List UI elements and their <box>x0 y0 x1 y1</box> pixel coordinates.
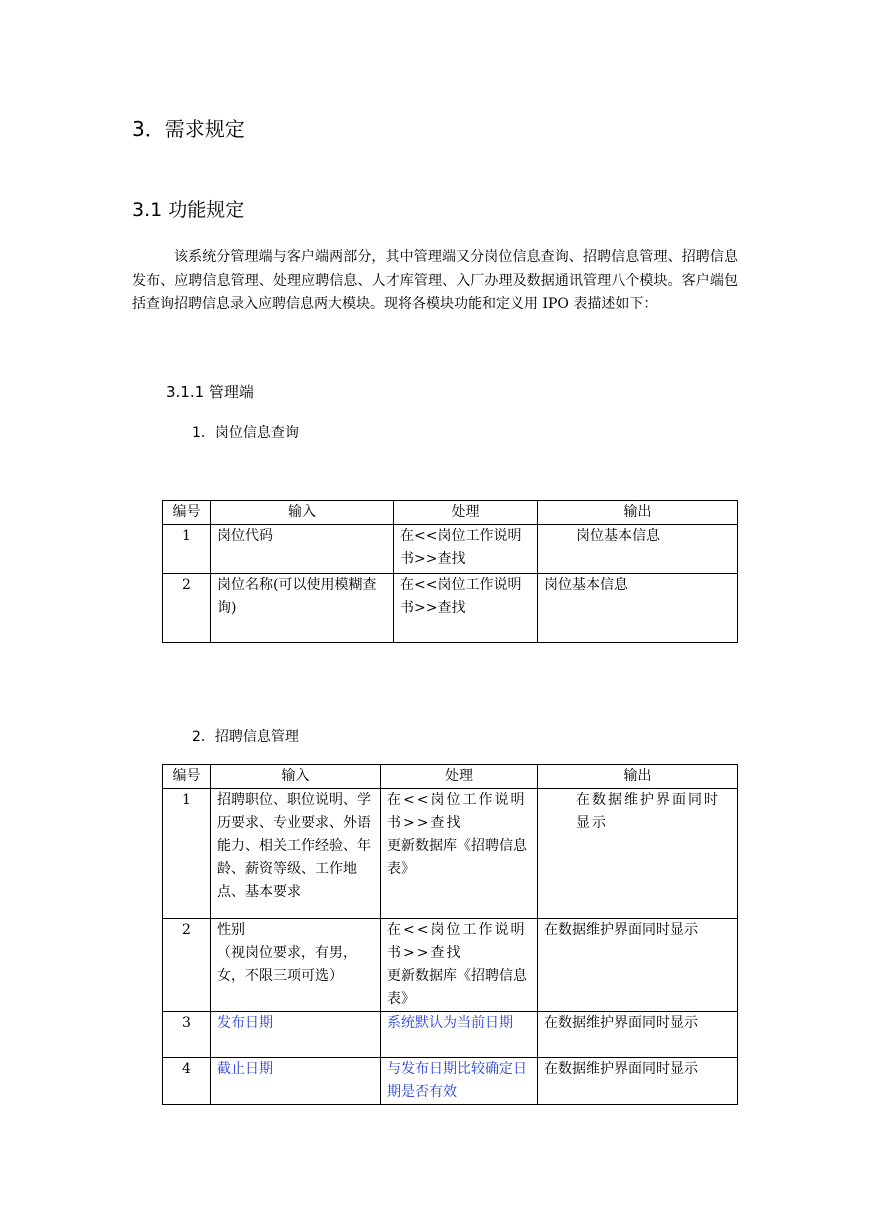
subsection-title: 3.1 功能规定 <box>132 199 245 221</box>
input-line: 性别 <box>217 922 245 938</box>
process-line: 在<<岗位工作说明书>>查找 <box>387 922 527 961</box>
row-number: 1 <box>163 789 211 919</box>
row-process: 与发布日期比较确定日期是否有效 <box>381 1058 538 1105</box>
row-number: 2 <box>163 574 211 643</box>
row-process: 在<<岗位工作说明书>>查找 <box>394 574 538 643</box>
table-row <box>163 574 738 643</box>
row-process <box>381 919 538 1012</box>
table-header-row <box>163 765 738 789</box>
row-input: 发布日期 <box>211 1012 381 1058</box>
section-title: 3．需求规定 <box>132 117 245 141</box>
table1-heading: 1．岗位信息查询 <box>192 425 299 441</box>
table-header-row <box>163 501 738 525</box>
row-input: 截止日期 <box>211 1058 381 1105</box>
row-output: 岗位基本信息 <box>538 525 738 574</box>
row-process: 在<<岗位工作说明书>>查找 <box>394 525 538 574</box>
ipo-table-recruitment-management <box>162 764 738 1105</box>
row-input: 招聘职位、职位说明、学历要求、专业要求、外语能力、相关工作经验、年龄、薪资等级、工作地点、基本要求 <box>211 789 381 919</box>
header-number: 编号 <box>163 765 211 789</box>
table-row <box>163 919 738 1012</box>
table-row <box>163 1012 738 1058</box>
header-output: 输出 <box>538 765 738 789</box>
row-process <box>381 789 538 919</box>
header-input: 输入 <box>211 501 394 525</box>
process-line: 更新数据库《招聘信息表》 <box>387 838 527 877</box>
row-input: 岗位名称(可以使用模糊查询) <box>211 574 394 643</box>
process-line: 更新数据库《招聘信息表》 <box>387 968 527 1007</box>
row-output: 在数据维护界面同时显示 <box>538 919 738 1012</box>
table-row <box>163 789 738 919</box>
input-line: （视岗位要求，有男，女，不限三项可选） <box>217 945 357 984</box>
row-output: 在数据维护界面同时显示 <box>538 1012 738 1058</box>
row-input <box>211 919 381 1012</box>
header-process: 处理 <box>381 765 538 789</box>
table-row <box>163 1058 738 1105</box>
header-process: 处理 <box>394 501 538 525</box>
header-input: 输入 <box>211 765 381 789</box>
row-input: 岗位代码 <box>211 525 394 574</box>
row-number: 2 <box>163 919 211 1012</box>
process-line: 在<<岗位工作说明书>>查找 <box>387 792 527 831</box>
table-row <box>163 525 738 574</box>
subsubsection-title: 3.1.1 管理端 <box>166 383 254 401</box>
row-output: 在数据维护界面同时显示 <box>538 1058 738 1105</box>
table2-heading: 2．招聘信息管理 <box>192 729 299 745</box>
row-output: 岗位基本信息 <box>538 574 738 643</box>
intro-paragraph: 该系统分管理端与客户端两部分，其中管理端又分岗位信息查询、招聘信息管理、招聘信息发布、应聘信息管理、处理应聘信息、人才库管理、入厂办理及数据通讯管理八个模块。客户端包括查询招聘信息录入应聘信息两大模块。现将各模块功能和定义用 IPO 表描述如下： <box>132 249 738 312</box>
row-number: 4 <box>163 1058 211 1105</box>
header-output: 输出 <box>538 501 738 525</box>
ipo-table-position-query <box>162 500 738 643</box>
row-number: 3 <box>163 1012 211 1058</box>
row-number: 1 <box>163 525 211 574</box>
row-output: 在数据维护界面同时显示 <box>538 789 738 919</box>
row-process: 系统默认为当前日期 <box>381 1012 538 1058</box>
header-number: 编号 <box>163 501 211 525</box>
